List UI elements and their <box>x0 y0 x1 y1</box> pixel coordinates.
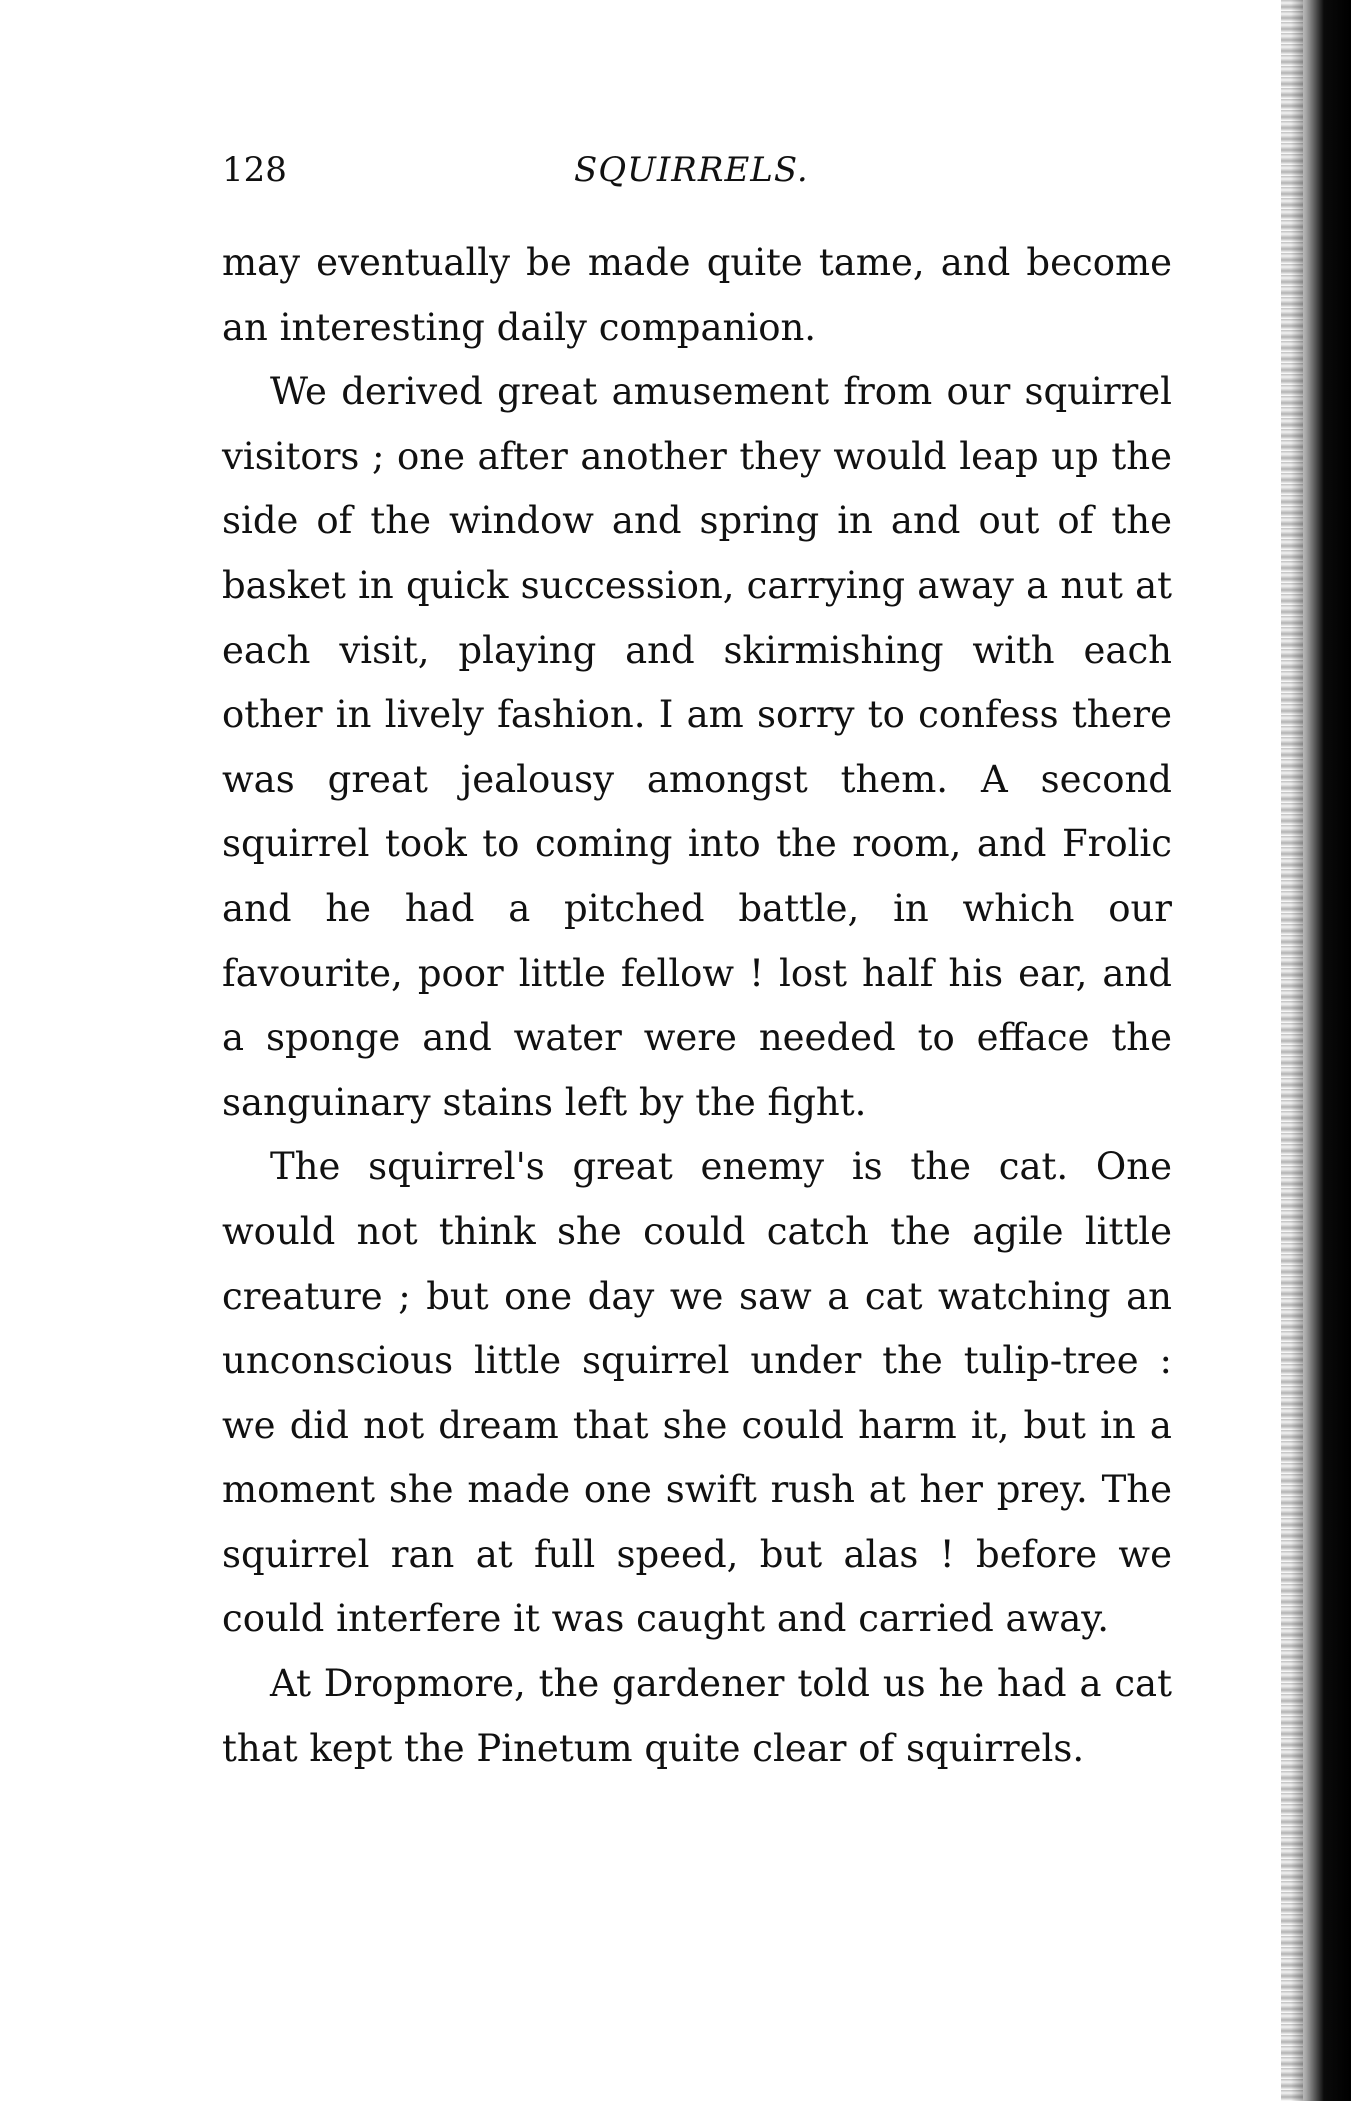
body-text <box>222 231 1172 1781</box>
paragraph-continuation: may eventually be made quite tame, and become an interesting daily companion. <box>222 241 1172 349</box>
running-head <box>222 148 1172 192</box>
paragraph-dropmore: At Dropmore, the gardener told us he had a cat that kept the Pinetum quite clear of squirrels. <box>222 1662 1172 1770</box>
running-title: SQUIRRELS. <box>574 150 809 190</box>
page-edge-shadow <box>1291 0 1351 2101</box>
paragraph-squirrel-visitors: We derived great amusement from our squirrel visitors ; one after another they would leap up the side of the window and spring in and out of the basket in quick succession, carrying away a nut at each visit, playing and skirmishing with each other in lively fashion. I am sorry to confess there was great jealousy amongst them. A second squirrel took to coming into the room, and Frolic and he had a pitched battle, in which our favourite, poor little fellow ! lost half his ear, and a sponge and water were needed to efface the sanguinary stains left by the fight. <box>222 370 1172 1124</box>
paragraph-cat-enemy: The squirrel's great enemy is the cat. One would not think she could catch the agile little creature ; but one day we saw a cat watching an unconscious little squirrel under the tulip-tree : we did not dream that she could harm it, but in a moment she made one swift rush at her prey. The squirrel ran at full speed, but alas ! before we could interfere it was caught and carried away. <box>222 1145 1172 1641</box>
page-number: 128 <box>222 150 287 190</box>
